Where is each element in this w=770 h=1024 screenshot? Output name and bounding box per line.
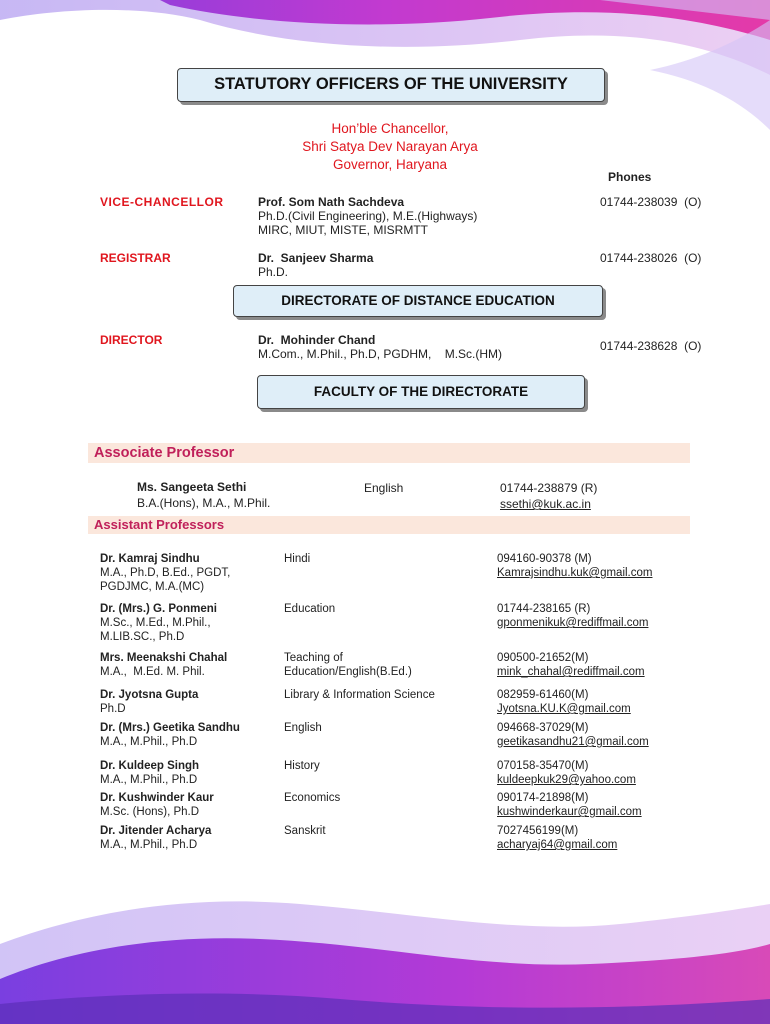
chancellor-name: Shri Satya Dev Narayan Arya	[302, 139, 478, 154]
vice-chancellor-qualification: Ph.D.(Civil Engineering), M.E.(Highways)	[258, 209, 478, 223]
faculty-phone: 094160-90378 (M)	[497, 553, 592, 565]
faculty-subject: Education	[284, 603, 336, 615]
main-title-banner	[177, 68, 605, 102]
faculty-name: Dr. Kuldeep Singh	[100, 760, 200, 772]
associate-qualification: B.A.(Hons), M.A., M.Phil.	[137, 496, 271, 510]
associate-phone: 01744-238879 (R)	[500, 481, 598, 495]
faculty-title: FACULTY OF THE DIRECTORATE	[313, 384, 529, 399]
faculty-subject: Library & Information Science	[284, 689, 435, 701]
faculty-name: Mrs. Meenakshi Chahal	[100, 652, 228, 664]
registrar-phone: 01744-238026 (O)	[600, 251, 702, 265]
associate-contact	[500, 481, 597, 511]
assistant-professors-heading: Assistant Professors	[88, 516, 690, 534]
faculty-phone: 01744-238165 (R)	[497, 603, 591, 615]
associate-email[interactable]: ssethi@kuk.ac.in	[500, 497, 591, 511]
directorate-banner	[233, 285, 603, 317]
associate-professor-heading: Associate Professor	[88, 443, 690, 463]
registrar-qualification: Ph.D.	[258, 265, 289, 279]
vice-chancellor-details	[258, 195, 477, 237]
faculty-banner	[257, 375, 585, 409]
faculty-qualification-2: M.LIB.SC., Ph.D	[100, 631, 185, 643]
faculty-phone: 082959-61460(M)	[497, 689, 589, 701]
registrar-role: REGISTRAR	[100, 251, 171, 265]
registrar-name: Dr. Sanjeev Sharma	[258, 251, 374, 265]
faculty-email[interactable]: Jyotsna.KU.K@gmail.com	[497, 703, 631, 715]
faculty-qualification: M.A., M.Ed. M. Phil.	[100, 666, 205, 678]
director-details	[258, 333, 502, 361]
faculty-phone: 094668-37029(M)	[497, 722, 589, 734]
faculty-qualification: M.A., M.Phil., Ph.D	[100, 774, 198, 786]
bottom-wave-decoration	[0, 884, 770, 1024]
faculty-email[interactable]: kuldeepkuk29@yahoo.com	[497, 774, 636, 786]
chancellor-block	[230, 120, 550, 174]
faculty-name: Dr. Kushwinder Kaur	[100, 792, 214, 804]
main-title: STATUTORY OFFICERS OF THE UNIVERSITY	[214, 75, 568, 93]
associate-name: Ms. Sangeeta Sethi	[137, 480, 247, 494]
director-name: Dr. Mohinder Chand	[258, 333, 376, 347]
director-role: DIRECTOR	[100, 333, 163, 347]
faculty-qualification: M.A., Ph.D, B.Ed., PGDT,	[100, 567, 231, 579]
faculty-name: Dr. Kamraj Sindhu	[100, 553, 200, 565]
faculty-name: Dr. Jitender Acharya	[100, 825, 212, 837]
faculty-subject: Sanskrit	[284, 825, 326, 837]
faculty-name: Dr. (Mrs.) Geetika Sandhu	[100, 722, 240, 734]
faculty-email[interactable]: acharyaj64@gmail.com	[497, 839, 618, 851]
phones-header: Phones	[608, 170, 652, 184]
faculty-phone: 090174-21898(M)	[497, 792, 589, 804]
faculty-name: Dr. Jyotsna Gupta	[100, 689, 199, 701]
associate-professor-entry	[137, 480, 270, 510]
vice-chancellor-phone: 01744-238039 (O)	[600, 195, 702, 209]
faculty-subject: Teaching of	[284, 652, 343, 664]
faculty-subject: History	[284, 760, 320, 772]
faculty-qualification-2: PGDJMC, M.A.(MC)	[100, 581, 205, 593]
director-qualification: M.Com., M.Phil., Ph.D, PGDHM, M.Sc.(HM)	[258, 347, 503, 361]
faculty-qualification: M.A., M.Phil., Ph.D	[100, 736, 198, 748]
faculty-qualification: M.Sc., M.Ed., M.Phil.,	[100, 617, 211, 629]
faculty-phone: 090500-21652(M)	[497, 652, 589, 664]
faculty-qualification: Ph.D	[100, 703, 126, 715]
faculty-email[interactable]: mink_chahal@rediffmail.com	[497, 666, 645, 678]
faculty-email[interactable]: geetikasandhu21@gmail.com	[497, 736, 649, 748]
associate-subject: English	[364, 481, 404, 495]
faculty-qualification: M.A., M.Phil., Ph.D	[100, 839, 198, 851]
chancellor-title: Hon’ble Chancellor,	[331, 121, 449, 136]
chancellor-office: Governor, Haryana	[332, 157, 448, 172]
faculty-subject: Hindi	[284, 553, 311, 565]
faculty-email[interactable]: Kamrajsindhu.kuk@gmail.com	[497, 567, 653, 579]
faculty-email[interactable]: kushwinderkaur@gmail.com	[497, 806, 642, 818]
faculty-phone: 7027456199(M)	[497, 825, 579, 837]
vice-chancellor-name: Prof. Som Nath Sachdeva	[258, 195, 405, 209]
vice-chancellor-role: VICE-CHANCELLOR	[100, 195, 224, 209]
faculty-subject: Economics	[284, 792, 341, 804]
registrar-details	[258, 251, 373, 279]
faculty-subject: English	[284, 722, 322, 734]
faculty-subject-2: Education/English(B.Ed.)	[284, 666, 412, 678]
vice-chancellor-memberships: MIRC, MIUT, MISTE, MISRMTT	[258, 223, 428, 237]
faculty-qualification: M.Sc. (Hons), Ph.D	[100, 806, 200, 818]
director-phone: 01744-238628 (O)	[600, 339, 702, 353]
faculty-name: Dr. (Mrs.) G. Ponmeni	[100, 603, 217, 615]
faculty-email[interactable]: gponmenikuk@rediffmail.com	[497, 617, 649, 629]
directorate-title: DIRECTORATE OF DISTANCE EDUCATION	[281, 293, 555, 308]
faculty-phone: 070158-35470(M)	[497, 760, 589, 772]
